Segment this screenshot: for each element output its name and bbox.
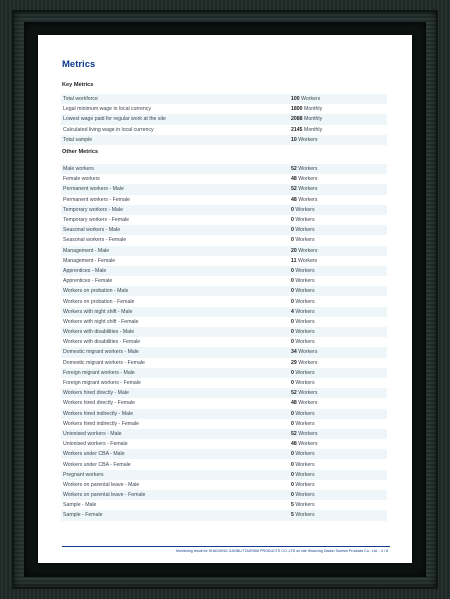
metric-unit: Workers (298, 136, 318, 143)
metric-unit: Workers (295, 420, 315, 427)
metric-label: Workers hired indirectly - Male (63, 410, 133, 417)
metric-value (291, 482, 315, 488)
metric-label: Workers on probation - Male (63, 288, 129, 295)
table-row (61, 307, 387, 317)
metric-value (291, 248, 317, 254)
metric-unit: Monthly (304, 116, 323, 123)
metric-number: 52 (291, 186, 297, 193)
metric-number: 52 (291, 430, 297, 437)
metric-value (291, 106, 322, 112)
metric-unit: Workers (298, 247, 318, 254)
metric-number: 20 (291, 247, 297, 254)
metric-value (291, 512, 315, 518)
table-row (61, 125, 387, 135)
other-metrics-heading: Other Metrics (62, 149, 99, 155)
metric-number: 0 (291, 471, 294, 478)
table-row (61, 459, 387, 469)
metric-unit: Workers (298, 196, 318, 203)
other-metrics-table (61, 164, 387, 521)
table-row (61, 429, 387, 439)
metric-number: 0 (291, 420, 294, 427)
metric-label: Apprentices - Male (63, 267, 107, 274)
metric-label: Workers with night shift - Female (63, 318, 139, 325)
metric-unit: Workers (295, 267, 315, 274)
metric-unit: Workers (295, 206, 315, 213)
metric-label: Permanent workers - Female (63, 196, 130, 203)
metric-number: 2088 (291, 116, 303, 123)
metric-number: 48 (291, 196, 297, 203)
metric-unit: Workers (295, 237, 315, 244)
metric-value (291, 116, 322, 122)
metric-value (291, 451, 315, 457)
table-row (61, 470, 387, 480)
metric-number: 4 (291, 308, 294, 315)
table-row (61, 276, 387, 286)
metric-unit: Workers (298, 390, 318, 397)
metric-number: 29 (291, 359, 297, 366)
metric-label: Permanent workers - Male (63, 186, 124, 193)
metric-number: 1800 (291, 106, 303, 113)
metric-value (291, 360, 317, 366)
metric-label: Unionised workers - Male (63, 430, 122, 437)
metric-label: Workers with disabilities - Male (63, 329, 135, 336)
metric-number: 0 (291, 237, 294, 244)
table-row (61, 510, 387, 520)
metric-value (291, 176, 317, 182)
metric-value (291, 268, 315, 274)
table-row (61, 358, 387, 368)
table-row (61, 246, 387, 256)
metric-label: Management - Male (63, 247, 110, 254)
table-row (61, 266, 387, 276)
metric-value (291, 390, 317, 396)
metric-number: 52 (291, 166, 297, 173)
metric-unit: Workers (295, 339, 315, 346)
metric-number: 10 (291, 136, 297, 143)
page-footer: Monitoring result for SHAOXING GAOBU TOURISM PRODUCTS CO.,LTD on site Shaoxing Gaobu Tourism Products Co., Ltd. - 4 / 8 (175, 549, 388, 553)
metric-value (291, 472, 315, 478)
metric-label: Workers with night shift - Male (63, 308, 133, 315)
metric-label: Temporary workers - Female (63, 217, 130, 224)
metric-unit: Workers (298, 166, 318, 173)
metric-value (291, 166, 317, 172)
metric-unit: Workers (298, 186, 318, 193)
metric-number: 0 (291, 461, 294, 468)
metric-number: 0 (291, 339, 294, 346)
metric-value (291, 207, 315, 213)
table-row (61, 205, 387, 215)
metric-unit: Monthly (304, 126, 323, 133)
metric-label: Workers on probation - Female (63, 298, 135, 305)
table-row (61, 104, 387, 114)
metric-label: Sample - Female (63, 512, 103, 519)
metric-value (291, 339, 315, 345)
table-row (61, 449, 387, 459)
key-metrics-table (61, 94, 387, 145)
metric-number: 0 (291, 227, 294, 234)
metric-label: Workers hired indirectly - Female (63, 420, 140, 427)
table-row (61, 114, 387, 124)
metric-number: 100 (291, 96, 300, 103)
metric-value (291, 441, 317, 447)
table-row (61, 235, 387, 245)
metric-number: 0 (291, 206, 294, 213)
metric-number: 0 (291, 481, 294, 488)
metric-label: Total workforce (63, 96, 98, 103)
metric-value (291, 370, 315, 376)
metric-number: 2145 (291, 126, 303, 133)
table-row (61, 135, 387, 145)
metric-label: Management - Female (63, 257, 116, 264)
table-row (61, 184, 387, 194)
table-row (61, 368, 387, 378)
metric-value (291, 380, 315, 386)
metric-number: 48 (291, 176, 297, 183)
table-row (61, 215, 387, 225)
metric-unit: Workers (295, 217, 315, 224)
metric-label: Sample - Male (63, 502, 97, 509)
metric-value (291, 431, 317, 437)
metric-unit: Workers (295, 298, 315, 305)
metric-value (291, 400, 317, 406)
metric-number: 5 (291, 512, 294, 519)
metric-number: 0 (291, 288, 294, 295)
metric-number: 0 (291, 369, 294, 376)
metric-unit: Workers (295, 471, 315, 478)
metric-unit: Workers (295, 492, 315, 499)
metric-unit: Workers (295, 227, 315, 234)
metric-label: Seasonal workers - Female (63, 237, 127, 244)
metric-value (291, 319, 315, 325)
table-row (61, 195, 387, 205)
metric-value (291, 197, 317, 203)
metric-number: 0 (291, 329, 294, 336)
table-row (61, 174, 387, 184)
metric-value (291, 309, 315, 315)
metric-label: Workers under CBA - Female (63, 461, 131, 468)
table-row (61, 419, 387, 429)
metric-label: Domestic migrant workers - Male (63, 349, 139, 356)
metric-label: Unionised workers - Female (63, 441, 128, 448)
metric-label: Workers under CBA - Male (63, 451, 125, 458)
metric-unit: Workers (295, 481, 315, 488)
metric-label: Foreign migrant workers - Female (63, 380, 141, 387)
table-row (61, 296, 387, 306)
metric-number: 0 (291, 217, 294, 224)
metric-unit: Workers (298, 430, 318, 437)
metric-value (291, 137, 317, 143)
metric-label: Workers with disabilities - Female (63, 339, 141, 346)
metric-number: 0 (291, 318, 294, 325)
metric-unit: Workers (298, 176, 318, 183)
metric-value (291, 258, 317, 264)
metric-unit: Workers (298, 359, 318, 366)
metric-number: 34 (291, 349, 297, 356)
table-row (61, 439, 387, 449)
metric-label: Male workers (63, 166, 94, 173)
metric-value (291, 227, 315, 233)
metric-value (291, 186, 317, 192)
metric-value (291, 96, 320, 102)
metric-number: 48 (291, 400, 297, 407)
metric-value (291, 411, 315, 417)
metric-unit: Workers (295, 369, 315, 376)
metric-value (291, 462, 315, 468)
table-row (61, 388, 387, 398)
metric-label: Legal minimum wage in local currency (63, 106, 151, 113)
table-row (61, 327, 387, 337)
metric-unit: Workers (297, 257, 318, 264)
metric-value (291, 502, 315, 508)
metric-unit: Workers (298, 349, 318, 356)
metric-unit: Workers (295, 318, 315, 325)
table-row (61, 164, 387, 174)
metric-value (291, 217, 315, 223)
metric-value (291, 492, 315, 498)
table-row (61, 490, 387, 500)
metric-value (291, 349, 317, 355)
metric-unit: Workers (295, 410, 315, 417)
table-row (61, 347, 387, 357)
metric-label: Workers on parental leave - Female (63, 492, 146, 499)
table-row (61, 409, 387, 419)
metric-label: Pregnant workers (63, 471, 104, 478)
metric-unit: Workers (295, 502, 315, 509)
metric-label: Total sample (63, 136, 93, 143)
table-row (61, 337, 387, 347)
table-row (61, 398, 387, 408)
metric-label: Workers hired directly - Male (63, 390, 129, 397)
document-page (38, 35, 412, 563)
metric-label: Lowest wage paid for regular work at the site (63, 116, 166, 123)
metric-number: 0 (291, 267, 294, 274)
metric-unit: Monthly (304, 106, 323, 113)
table-row (61, 225, 387, 235)
metric-number: 0 (291, 278, 294, 285)
metric-label: Calculated living wage in local currency (63, 126, 154, 133)
table-row (61, 94, 387, 104)
metric-unit: Workers (295, 278, 315, 285)
table-row (61, 500, 387, 510)
metric-value (291, 237, 315, 243)
metric-label: Seasonal workers - Male (63, 227, 121, 234)
metric-number: 0 (291, 410, 294, 417)
metric-label: Workers on parental leave - Male (63, 481, 140, 488)
metric-number: 0 (291, 380, 294, 387)
page-title: Metrics (62, 59, 96, 70)
metric-label: Apprentices - Female (63, 278, 113, 285)
metric-number: 52 (291, 390, 297, 397)
table-row (61, 286, 387, 296)
metric-value (291, 329, 315, 335)
metric-number: 0 (291, 298, 294, 305)
metric-unit: Workers (295, 308, 315, 315)
metric-label: Temporary workers - Male (63, 206, 123, 213)
metric-unit: Workers (298, 400, 318, 407)
metric-number: 0 (291, 451, 294, 458)
metric-value (291, 127, 322, 133)
metric-value (291, 299, 315, 305)
key-metrics-heading: Key Metrics (62, 82, 94, 88)
metric-unit: Workers (295, 329, 315, 336)
metric-number: 11 (291, 257, 297, 264)
metric-value (291, 278, 315, 284)
metric-label: Domestic migrant workers - Female (63, 359, 145, 366)
metric-unit: Workers (295, 380, 315, 387)
metric-unit: Workers (295, 451, 315, 458)
table-row (61, 256, 387, 266)
metric-label: Female workers (63, 176, 100, 183)
metric-unit: Workers (295, 512, 315, 519)
metric-number: 5 (291, 502, 294, 509)
table-row (61, 317, 387, 327)
metric-unit: Workers (298, 441, 318, 448)
metric-unit: Workers (295, 461, 315, 468)
metric-unit: Workers (295, 288, 315, 295)
metric-unit: Workers (301, 96, 321, 103)
metric-number: 0 (291, 492, 294, 499)
table-row (61, 378, 387, 388)
table-row (61, 480, 387, 490)
metric-label: Workers hired directly - Female (63, 400, 135, 407)
metric-value (291, 288, 315, 294)
metric-value (291, 421, 315, 427)
metric-number: 48 (291, 441, 297, 448)
footer-divider (62, 546, 390, 547)
metric-label: Foreign migrant workers - Male (63, 369, 135, 376)
